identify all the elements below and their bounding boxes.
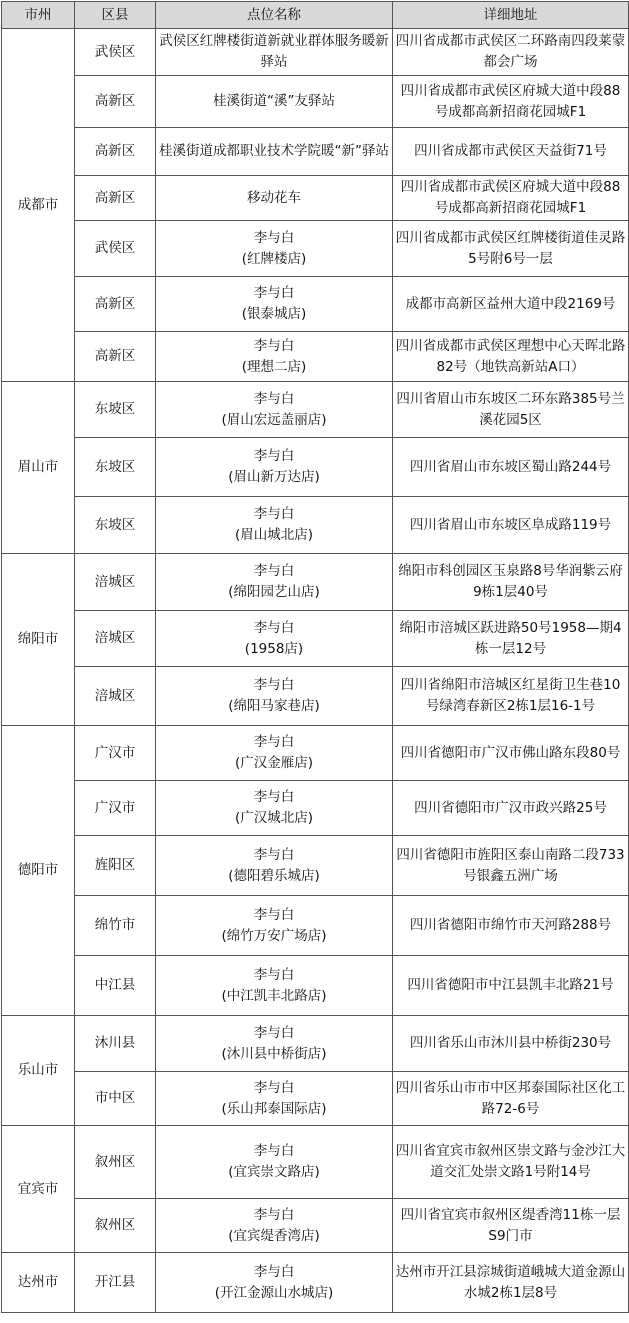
- location-name: 李与白: [253, 390, 295, 407]
- location-name: 李与白: [253, 1143, 295, 1159]
- address-cell: 四川省成都市武侯区天益街71号: [393, 128, 629, 176]
- header-city: 市州: [2, 2, 75, 29]
- district-cell: 武侯区: [75, 29, 156, 76]
- address-cell: 四川省成都市武侯区红牌楼街道佳灵路5号附6号一层: [393, 221, 629, 277]
- table-row: [2, 128, 629, 176]
- district-cell: 广汉市: [75, 726, 156, 781]
- table-row: [2, 382, 629, 438]
- location-name-cell: [156, 497, 393, 554]
- district-cell: 叙州区: [75, 1126, 156, 1199]
- location-name: 李与白: [253, 1079, 295, 1096]
- location-name-cell: [156, 726, 393, 781]
- location-branch: (中江凯丰北路店): [221, 987, 327, 1004]
- district-cell: 市中区: [75, 1072, 156, 1126]
- location-branch: (眉山宏远盖丽店): [221, 411, 327, 428]
- address-cell: 四川省宜宾市叙州区缇香湾11栋一层S9门市: [393, 1199, 629, 1253]
- district-cell: 高新区: [75, 128, 156, 176]
- district-cell: 武侯区: [75, 221, 156, 277]
- location-branch: (绵阳马家巷店): [228, 698, 320, 714]
- location-branch: (眉山城北店): [234, 527, 314, 543]
- address-cell: 四川省眉山市东坡区蜀山路244号: [393, 438, 629, 497]
- location-name: 李与白: [253, 506, 295, 522]
- table-row: [2, 332, 629, 382]
- header-address: 详细地址: [393, 2, 629, 29]
- location-name-cell: [156, 1199, 393, 1253]
- table-row: [2, 438, 629, 497]
- location-name: 桂溪街道“溪”友驿站: [213, 93, 335, 109]
- location-branch: (红牌楼店): [241, 250, 307, 267]
- district-cell: 中江县: [75, 956, 156, 1016]
- table-row: [2, 836, 629, 896]
- address-cell: 四川省成都市武侯区二环路南四段莱蒙都会广场: [393, 29, 629, 76]
- address-cell: 成都市高新区益州大道中段2169号: [393, 277, 629, 332]
- district-cell: 绵竹市: [75, 896, 156, 956]
- header-row: [2, 2, 629, 29]
- address-cell: 四川省成都市武侯区府城大道中段88号成都高新招商花园城F1: [393, 76, 629, 128]
- location-name-cell: [156, 277, 393, 332]
- table-row: [2, 611, 629, 667]
- location-name-cell: [156, 836, 393, 896]
- table-row: [2, 1199, 629, 1253]
- district-cell: 东坡区: [75, 382, 156, 438]
- location-name: 李与白: [253, 619, 295, 636]
- address-cell: 四川省乐山市市中区邦泰国际社区化工路72-6号: [393, 1072, 629, 1126]
- location-name: 移动花车: [247, 189, 301, 206]
- table-row: [2, 667, 629, 726]
- location-name-cell: [156, 221, 393, 277]
- table-row: [2, 29, 629, 76]
- address-cell: 四川省德阳市广汉市政兴路25号: [393, 781, 629, 836]
- location-name: 李与白: [253, 789, 295, 805]
- location-branch: (德阳碧乐城店): [228, 867, 320, 884]
- location-name: 李与白: [253, 1206, 295, 1223]
- location-branch: (眉山新万达店): [228, 469, 320, 485]
- address-cell: 四川省乐山市沐川县中桥街230号: [393, 1016, 629, 1072]
- location-name: 李与白: [253, 966, 295, 983]
- location-name-cell: [156, 1016, 393, 1072]
- header-district: 区县: [75, 2, 156, 29]
- district-cell: 高新区: [75, 176, 156, 221]
- location-name: 李与白: [253, 337, 295, 354]
- district-cell: 东坡区: [75, 438, 156, 497]
- location-branch: (宜宾缇香湾店): [228, 1227, 320, 1244]
- address-cell: 绵阳市涪城区跃进路50号1958—期4栋一层12号: [393, 611, 629, 667]
- address-cell: 达州市开江县淙城街道峨城大道金源山水城2栋1层8号: [393, 1253, 629, 1313]
- location-name-cell: [156, 1253, 393, 1313]
- district-cell: 广汉市: [75, 781, 156, 836]
- location-name-cell: [156, 128, 393, 176]
- district-cell: 涪城区: [75, 611, 156, 667]
- location-branch: (绵竹万安广场店): [221, 927, 327, 944]
- table-row: [2, 76, 629, 128]
- address-cell: 四川省眉山市东坡区二环东路385号兰溪花园5区: [393, 382, 629, 438]
- address-cell: 四川省成都市武侯区府城大道中段88号成都高新招商花园城F1: [393, 176, 629, 221]
- table-row: [2, 221, 629, 277]
- location-name: 李与白: [253, 1263, 295, 1280]
- district-cell: 沐川县: [75, 1016, 156, 1072]
- store-table: [1, 1, 629, 1313]
- location-name-cell: [156, 76, 393, 128]
- table-row: [2, 781, 629, 836]
- address-cell: 四川省宜宾市叙州区崇文路与金沙江大道交汇处崇文路1号附14号: [393, 1126, 629, 1199]
- district-cell: 东坡区: [75, 497, 156, 554]
- location-name: 武侯区红牌楼街道新就业群体服务暖新驿站: [159, 33, 389, 70]
- address-cell: 四川省德阳市旌阳区泰山南路二段733号银鑫五洲广场: [393, 836, 629, 896]
- district-cell: 涪城区: [75, 554, 156, 611]
- location-branch: (广汉金雁店): [234, 755, 314, 771]
- city-cell: 达州市: [2, 1253, 75, 1313]
- table-row: [2, 1016, 629, 1072]
- address-cell: 四川省眉山市东坡区阜成路119号: [393, 497, 629, 554]
- district-cell: 叙州区: [75, 1199, 156, 1253]
- table-row: [2, 956, 629, 1016]
- table-body: [2, 29, 629, 1313]
- table-row: [2, 176, 629, 221]
- city-cell: 眉山市: [2, 382, 75, 554]
- district-cell: 高新区: [75, 277, 156, 332]
- location-branch: (开江金源山水城店): [214, 1284, 334, 1301]
- address-cell: 四川省德阳市绵竹市天河路288号: [393, 896, 629, 956]
- location-name-cell: [156, 781, 393, 836]
- city-cell: 宜宾市: [2, 1126, 75, 1253]
- address-cell: 四川省德阳市中江县凯丰北路21号: [393, 956, 629, 1016]
- table-row: [2, 896, 629, 956]
- location-name-cell: [156, 956, 393, 1016]
- district-cell: 高新区: [75, 332, 156, 382]
- location-name-cell: [156, 554, 393, 611]
- location-name-cell: [156, 667, 393, 726]
- district-cell: 旌阳区: [75, 836, 156, 896]
- location-branch: (沐川县中桥街店): [221, 1045, 327, 1062]
- location-name-cell: [156, 29, 393, 76]
- district-cell: 高新区: [75, 76, 156, 128]
- table-row: [2, 1072, 629, 1126]
- location-branch: (1958店): [244, 640, 304, 657]
- location-name: 李与白: [253, 1024, 295, 1041]
- district-cell: 开江县: [75, 1253, 156, 1313]
- location-name-cell: [156, 1126, 393, 1199]
- location-name: 桂溪街道成都职业技术学院暖“新”驿站: [159, 143, 389, 159]
- location-name: 李与白: [253, 563, 295, 579]
- location-name: 李与白: [253, 285, 295, 301]
- location-name-cell: [156, 896, 393, 956]
- location-branch: (银泰城店): [241, 306, 307, 322]
- address-cell: 绵阳市科创园区玉泉路8号华润紫云府9栋1层40号: [393, 554, 629, 611]
- location-name-cell: [156, 1072, 393, 1126]
- location-name: 李与白: [253, 448, 295, 464]
- location-branch: (广汉城北店): [234, 810, 314, 826]
- location-name: 李与白: [253, 906, 295, 923]
- location-name: 李与白: [253, 846, 295, 863]
- table-row: [2, 554, 629, 611]
- district-cell: 涪城区: [75, 667, 156, 726]
- table-row: [2, 1253, 629, 1313]
- table-row: [2, 277, 629, 332]
- city-cell: 绵阳市: [2, 554, 75, 726]
- location-name: 李与白: [253, 229, 295, 246]
- location-branch: (宜宾崇文路店): [228, 1164, 320, 1180]
- table-row: [2, 726, 629, 781]
- location-name-cell: [156, 611, 393, 667]
- location-branch: (绵阳园艺山店): [228, 584, 320, 600]
- address-cell: 四川省德阳市广汉市佛山路东段80号: [393, 726, 629, 781]
- location-name-cell: [156, 176, 393, 221]
- header-location-name: 点位名称: [156, 2, 393, 29]
- address-cell: 四川省绵阳市涪城区红星街卫生巷10号绿湾春新区2栋1层16-1号: [393, 667, 629, 726]
- location-name-cell: [156, 382, 393, 438]
- address-cell: 四川省成都市武侯区理想中心天晖北路82号（地铁高新站A口）: [393, 332, 629, 382]
- table-row: [2, 497, 629, 554]
- table-row: [2, 1126, 629, 1199]
- city-cell: 乐山市: [2, 1016, 75, 1126]
- location-branch: (理想二店): [241, 358, 307, 375]
- city-cell: 德阳市: [2, 726, 75, 1016]
- location-branch: (乐山邦泰国际店): [221, 1100, 327, 1117]
- location-name: 李与白: [253, 734, 295, 750]
- city-cell: 成都市: [2, 29, 75, 382]
- location-name: 李与白: [253, 677, 295, 693]
- location-name-cell: [156, 332, 393, 382]
- location-name-cell: [156, 438, 393, 497]
